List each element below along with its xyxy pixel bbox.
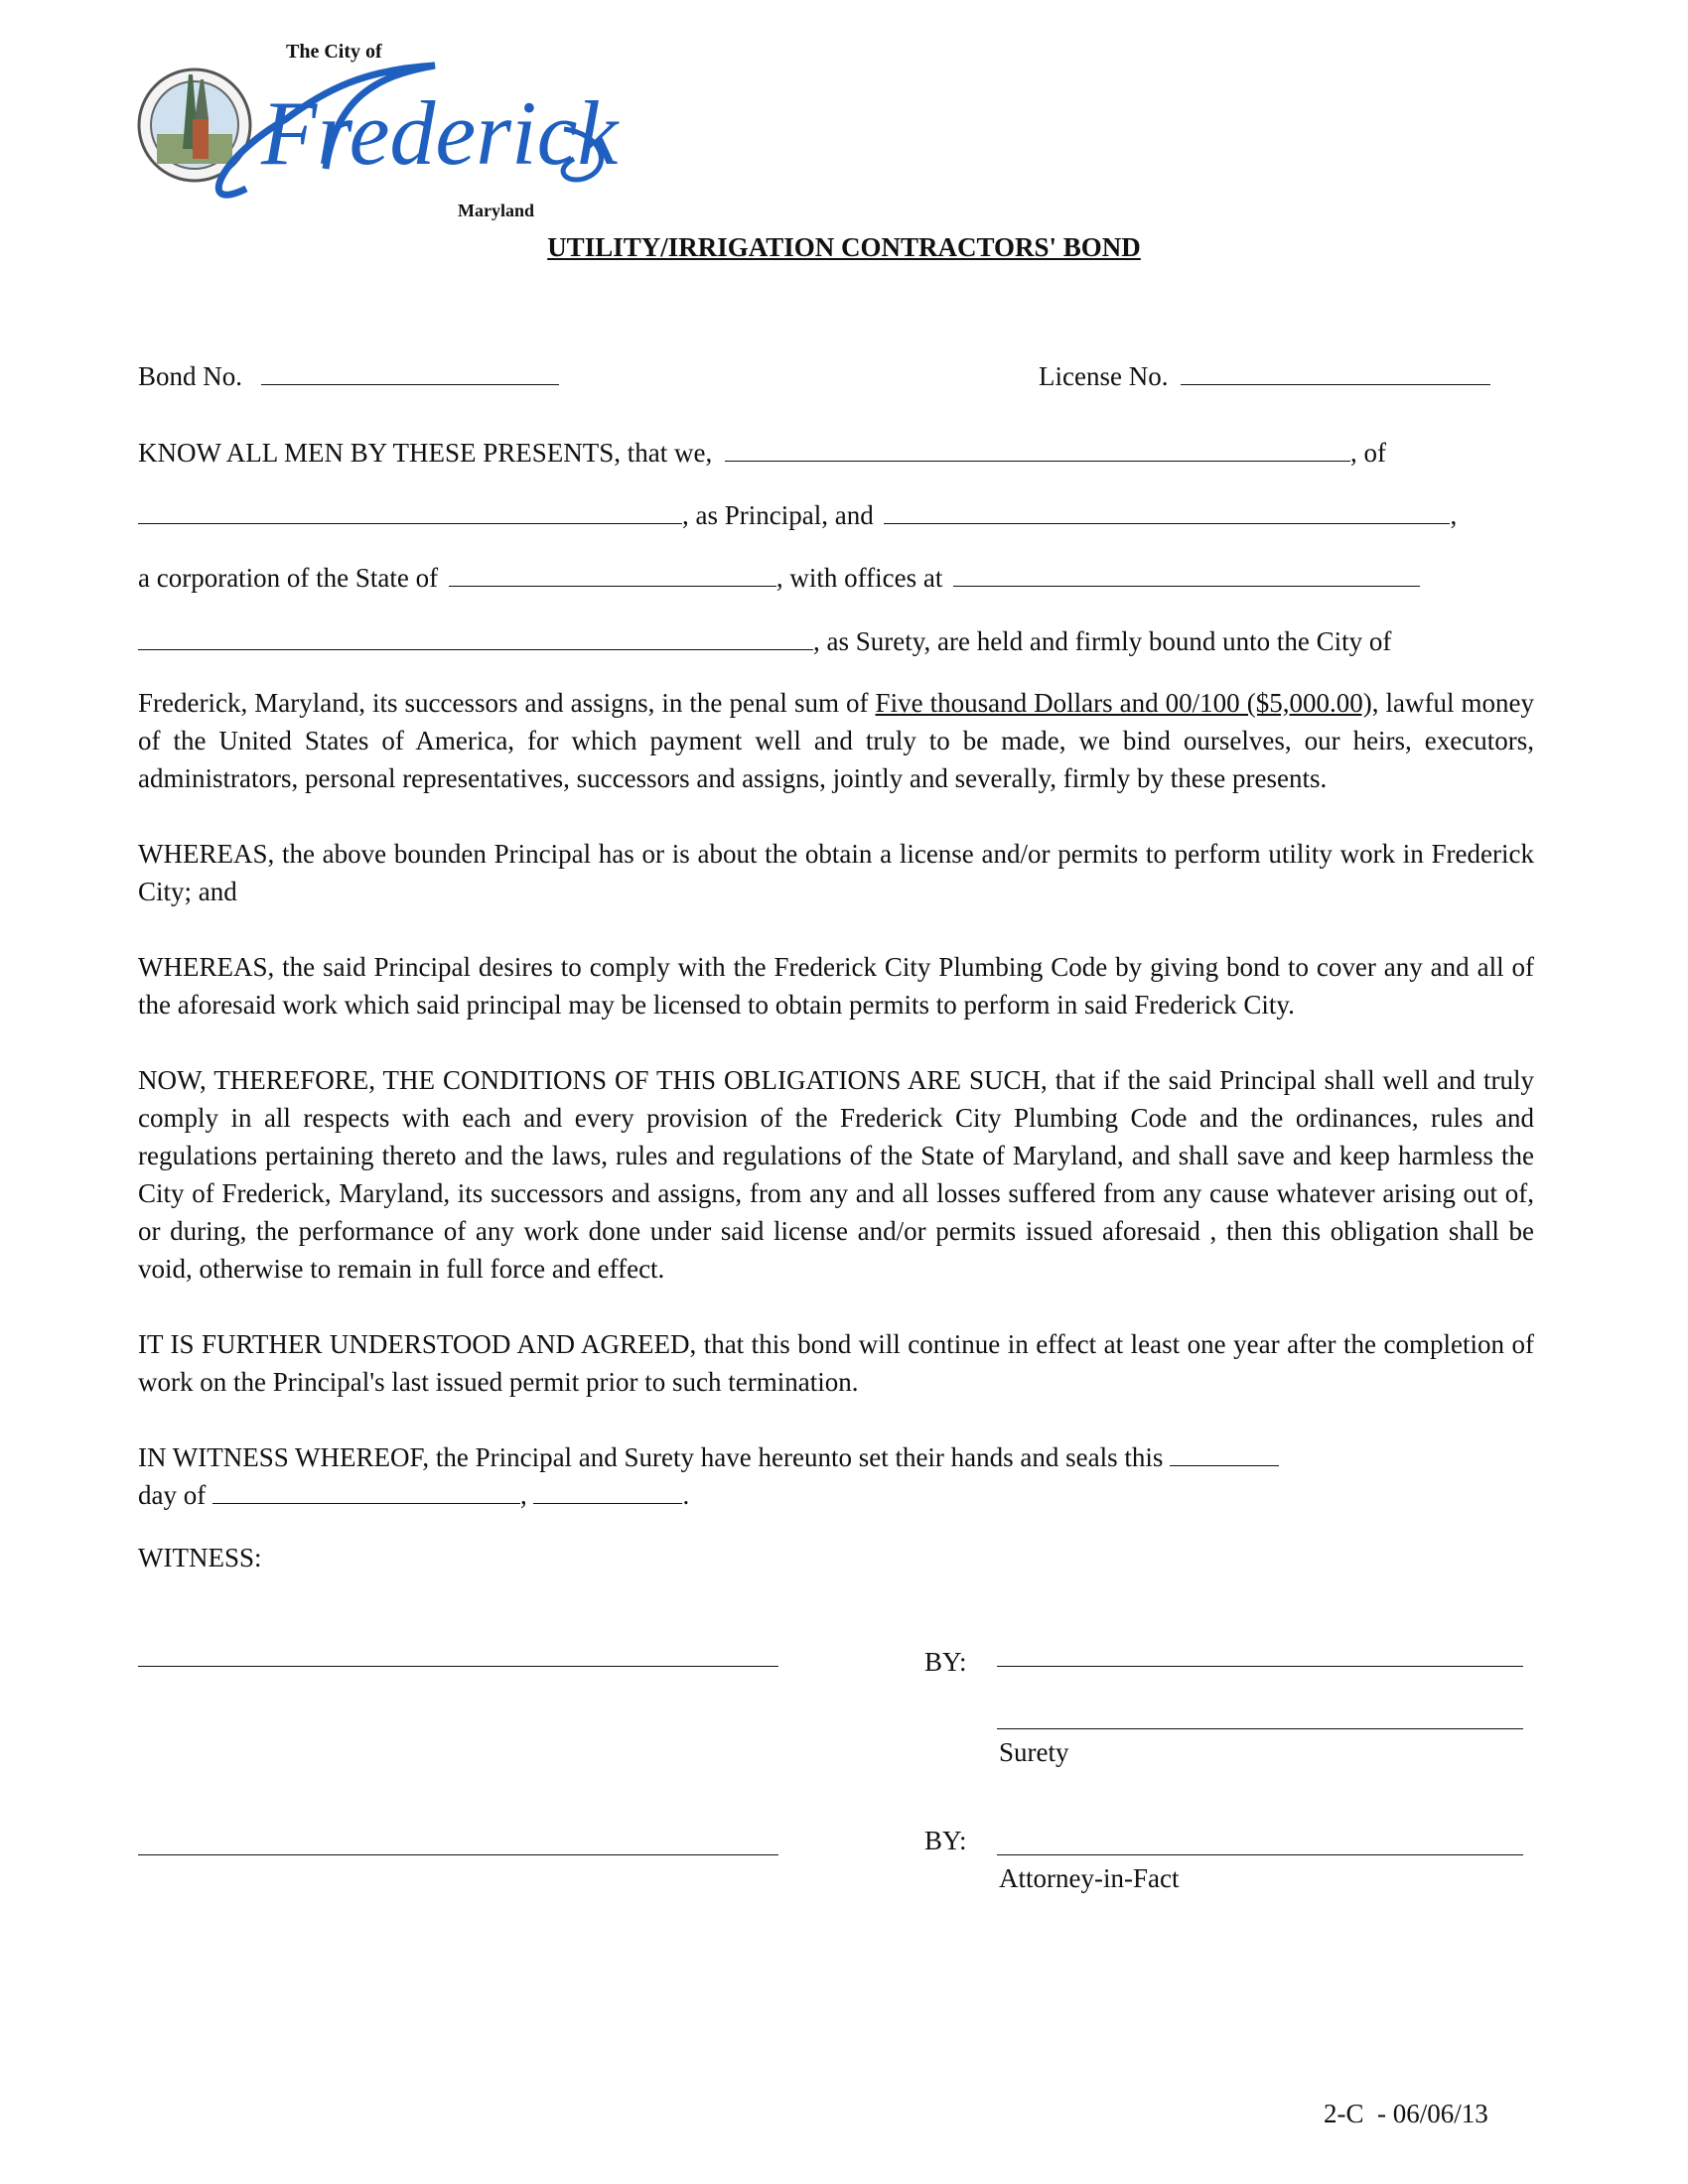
license-no-field[interactable] [1181, 360, 1490, 385]
further-agreed-paragraph: IT IS FURTHER UNDERSTOOD AND AGREED, that this bond will continue in effect at least one year after the completion of work on the Principal's last issued permit prior to such termination. [138, 1329, 1534, 1397]
intro-text: KNOW ALL MEN BY THESE PRESENTS, that we, [138, 438, 713, 468]
document-title: UTILITY/IRRIGATION CONTRACTORS' BOND [547, 232, 1141, 262]
attorney-signature-line[interactable] [997, 1854, 1523, 1855]
principal-name-field[interactable] [725, 437, 1350, 462]
intro-line-1 [138, 434, 1386, 472]
attorney-in-fact-label: Attorney-in-Fact [999, 1863, 1180, 1893]
by-label-1: BY: [924, 1647, 967, 1677]
intro-line-2 [138, 496, 1457, 534]
witness-clause-text: day of [138, 1480, 207, 1510]
witness-clause-text: . [682, 1480, 690, 1510]
penal-text: lawful money of the United States of America, for which payment well and truly to be made, we bind ourselves, our heirs, executors, administrators, personal representatives, successors and assigns, jointly and severally, firmly by these presents. [138, 688, 1534, 793]
license-no-row [1039, 357, 1490, 395]
witness-clause-text: , [519, 1480, 527, 1510]
intro-line-3 [138, 559, 1420, 597]
witness-label: WITNESS: [138, 1543, 262, 1572]
surety-offices-field-2[interactable] [138, 625, 813, 650]
bond-no-field[interactable] [261, 360, 559, 385]
penal-sum-paragraph [138, 684, 1534, 797]
penal-amount: Five thousand Dollars and 00/100 ($5,000.00), [875, 688, 1379, 718]
witness-signature-line-1[interactable] [138, 1666, 778, 1667]
svg-text:Frederick: Frederick [261, 82, 619, 184]
intro-text: , of [1350, 438, 1386, 468]
month-field[interactable] [212, 1479, 520, 1504]
witness-clause-text: IN WITNESS WHEREOF, the Principal and Surety have hereunto set their hands and seals this [138, 1442, 1164, 1472]
intro-text: , as Surety, are held and firmly bound unto the City of [813, 626, 1392, 656]
witness-signature-line-2[interactable] [138, 1854, 778, 1855]
conditions-paragraph: NOW, THEREFORE, THE CONDITIONS OF THIS OBLIGATIONS ARE SUCH, that if the said Principal shall well and truly comply in all respects with each and every provision of the Frederick City Plumbing Code and the ordinances, rules and regulations pertaining thereto and the laws, rules and regulations of the State of Maryland, and shall save and keep harmless the City of Frederick, Maryland, its successors and assigns, from any and all losses suffered from any cause whatever arising out of, or during, the performance of any work done under said license and/or permits issued aforesaid , then this obligation shall be void, otherwise to remain in full force and effect. [138, 1065, 1534, 1284]
principal-signature-line[interactable] [997, 1666, 1523, 1667]
intro-line-4 [138, 622, 1391, 660]
surety-signature-line[interactable] [997, 1728, 1523, 1729]
surety-offices-field[interactable] [953, 562, 1420, 587]
svg-text:The City of: The City of [286, 41, 382, 63]
body-text [138, 684, 1534, 1941]
state-field[interactable] [449, 562, 776, 587]
svg-text:Maryland: Maryland [458, 201, 535, 220]
surety-name-field[interactable] [884, 499, 1450, 524]
penal-text: Frederick, Maryland, its successors and assigns, in the penal sum of [138, 688, 876, 718]
whereas-paragraph-2: WHEREAS, the said Principal desires to comply with the Frederick City Plumbing Code by giving bond to cover any and all of the aforesaid work which said principal may be licensed to obtain permits to perform in said Frederick City. [138, 952, 1534, 1020]
form-id: 2-C - 06/06/13 [1324, 2099, 1488, 2128]
intro-text: , as Principal, and [682, 500, 874, 530]
year-field[interactable] [533, 1479, 682, 1504]
license-no-label: License No. [1039, 361, 1169, 391]
intro-text: a corporation of the State of [138, 563, 439, 593]
bond-no-row [138, 357, 559, 395]
intro-text: , with offices at [775, 563, 943, 593]
day-field[interactable] [1170, 1441, 1279, 1466]
city-of-frederick-logo [137, 36, 624, 224]
surety-label: Surety [999, 1737, 1069, 1767]
principal-address-field[interactable] [138, 499, 682, 524]
whereas-paragraph-1: WHEREAS, the above bounden Principal has or is about the obtain a license and/or permits to perform utility work in Frederick City; and [138, 839, 1534, 906]
bond-no-label: Bond No. [138, 361, 243, 391]
signature-block [138, 1643, 1534, 1941]
witness-clause [138, 1438, 1534, 1514]
by-label-2: BY: [924, 1826, 967, 1855]
intro-text: , [1450, 500, 1458, 530]
